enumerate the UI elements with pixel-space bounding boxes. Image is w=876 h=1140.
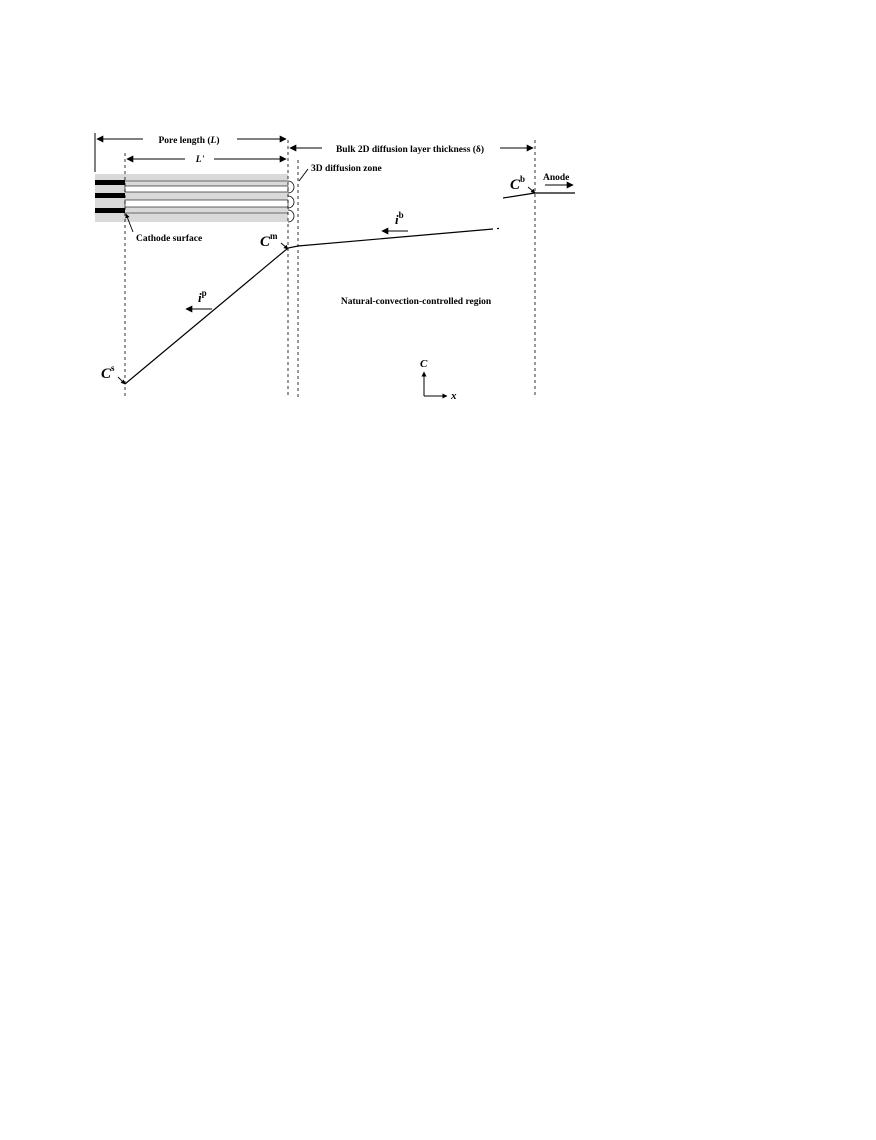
cm-symbol: $C^m$: [260, 231, 278, 250]
cb-pointer: [528, 187, 535, 193]
region-label: Natural-convection-controlled region: [340, 297, 492, 307]
l-prime-label: L': [195, 155, 205, 165]
bulk-layer-label: Bulk 2D diffusion layer thickness (δ): [335, 145, 485, 155]
anode-label: Anode: [543, 173, 570, 183]
diffusion-bulge-1: [288, 181, 294, 193]
cm-pointer: [281, 243, 288, 249]
pore-length-label: Pore length (L): [158, 136, 220, 146]
cathode-bar-2: [95, 193, 125, 198]
cs-pointer: [118, 377, 125, 384]
diffusion-zone-pointer: [299, 169, 308, 181]
cathode-surface-label: Cathode surface: [136, 234, 203, 244]
pore-channel-1: [125, 186, 288, 192]
cs-symbol: $C^s$: [101, 363, 115, 382]
profile-line-end: [503, 193, 535, 198]
diffusion-zone-label: 3D diffusion zone: [311, 164, 382, 174]
cb-symbol: $C^b$: [510, 174, 526, 193]
ib-symbol: $i^b$: [395, 210, 404, 227]
cathode-bar-3: [95, 208, 125, 213]
axis-c-label: C: [420, 358, 428, 370]
cathode-bar-1: [95, 180, 125, 185]
pore-channel-2: [125, 200, 288, 207]
axis-x-label: x: [451, 390, 457, 402]
axes-indicator: [424, 372, 447, 396]
diffusion-bulge-2: [288, 196, 294, 208]
ip-symbol: $i^p$: [198, 288, 207, 305]
diffusion-bulge-3: [288, 210, 294, 222]
